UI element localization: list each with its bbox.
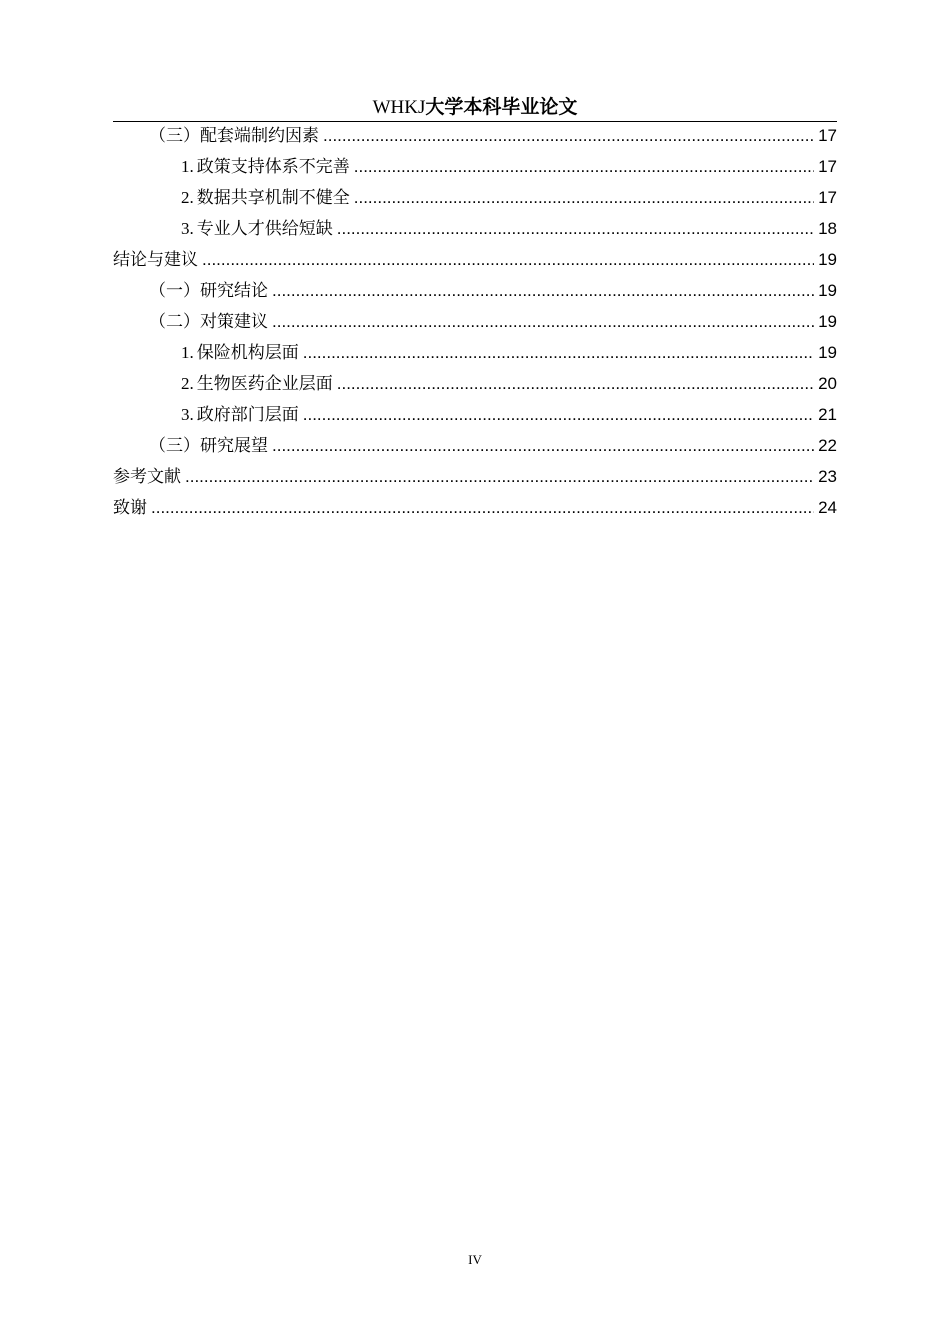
toc-entry-title: （三）配套端制约因素 xyxy=(149,126,319,146)
toc-entry[interactable] xyxy=(113,430,837,461)
toc-entry[interactable] xyxy=(113,368,837,399)
toc-entry-page: 19 xyxy=(818,343,837,362)
toc-entry-number: 3. xyxy=(181,405,194,424)
toc-dot-leader xyxy=(354,182,814,213)
toc-entry-title: （二）对策建议 xyxy=(149,312,268,332)
toc-dot-leader xyxy=(323,120,814,151)
toc-entry-title: 数据共享机制不健全 xyxy=(196,188,350,208)
toc-dot-leader xyxy=(303,337,814,368)
toc-entry-number: 3. xyxy=(181,219,194,238)
toc-entry-title: （一）研究结论 xyxy=(149,281,268,301)
toc-entry-page: 19 xyxy=(818,250,837,269)
toc-entry-page: 19 xyxy=(818,312,837,331)
toc-entry-title: 参考文献 xyxy=(113,467,181,487)
toc-entry[interactable] xyxy=(113,492,837,523)
toc-entry[interactable] xyxy=(113,306,837,337)
toc-entry-page: 23 xyxy=(818,467,837,486)
toc-entry-page: 17 xyxy=(818,188,837,207)
toc-entry[interactable] xyxy=(113,399,837,430)
toc-entry-page: 21 xyxy=(818,405,837,424)
table-of-contents xyxy=(113,120,837,523)
toc-entry-title: 结论与建议 xyxy=(113,250,198,270)
toc-dot-leader xyxy=(337,368,814,399)
toc-entry[interactable] xyxy=(113,275,837,306)
toc-entry-title: 专业人才供给短缺 xyxy=(196,219,333,239)
toc-entry-page: 24 xyxy=(818,498,837,517)
toc-entry-title: 生物医药企业层面 xyxy=(196,374,333,394)
header-abbrev: WHKJ xyxy=(372,97,426,118)
toc-entry-page: 20 xyxy=(818,374,837,393)
header-title: 大学本科毕业论文 xyxy=(425,96,578,118)
toc-entry[interactable] xyxy=(113,151,837,182)
toc-entry[interactable] xyxy=(113,182,837,213)
toc-entry-page: 17 xyxy=(818,126,837,145)
toc-entry-page: 17 xyxy=(818,157,837,176)
toc-dot-leader xyxy=(151,492,814,523)
toc-entry-number: 2. xyxy=(181,188,194,207)
toc-entry-page: 22 xyxy=(818,436,837,455)
toc-entry-page: 18 xyxy=(818,219,837,238)
toc-entry[interactable] xyxy=(113,213,837,244)
toc-entry-number: 2. xyxy=(181,374,194,393)
toc-entry-title: 保险机构层面 xyxy=(196,343,299,363)
toc-entry-title: 政策支持体系不完善 xyxy=(196,157,350,177)
toc-entry-number: 1. xyxy=(181,157,194,176)
page-header xyxy=(0,95,950,120)
toc-dot-leader xyxy=(272,430,814,461)
toc-dot-leader xyxy=(272,275,814,306)
page-number: IV xyxy=(468,1252,482,1267)
toc-entry-number: 1. xyxy=(181,343,194,362)
toc-entry-title: 致谢 xyxy=(113,498,147,518)
toc-entry-title: （三）研究展望 xyxy=(149,436,268,456)
toc-dot-leader xyxy=(354,151,814,182)
toc-entry-title: 政府部门层面 xyxy=(196,405,299,425)
toc-dot-leader xyxy=(202,244,814,275)
toc-dot-leader xyxy=(337,213,814,244)
toc-entry[interactable] xyxy=(113,244,837,275)
toc-entry[interactable] xyxy=(113,337,837,368)
toc-entry-page: 19 xyxy=(818,281,837,300)
toc-dot-leader xyxy=(185,461,814,492)
toc-entry[interactable] xyxy=(113,120,837,151)
toc-dot-leader xyxy=(272,306,814,337)
toc-entry[interactable] xyxy=(113,461,837,492)
toc-dot-leader xyxy=(303,399,814,430)
